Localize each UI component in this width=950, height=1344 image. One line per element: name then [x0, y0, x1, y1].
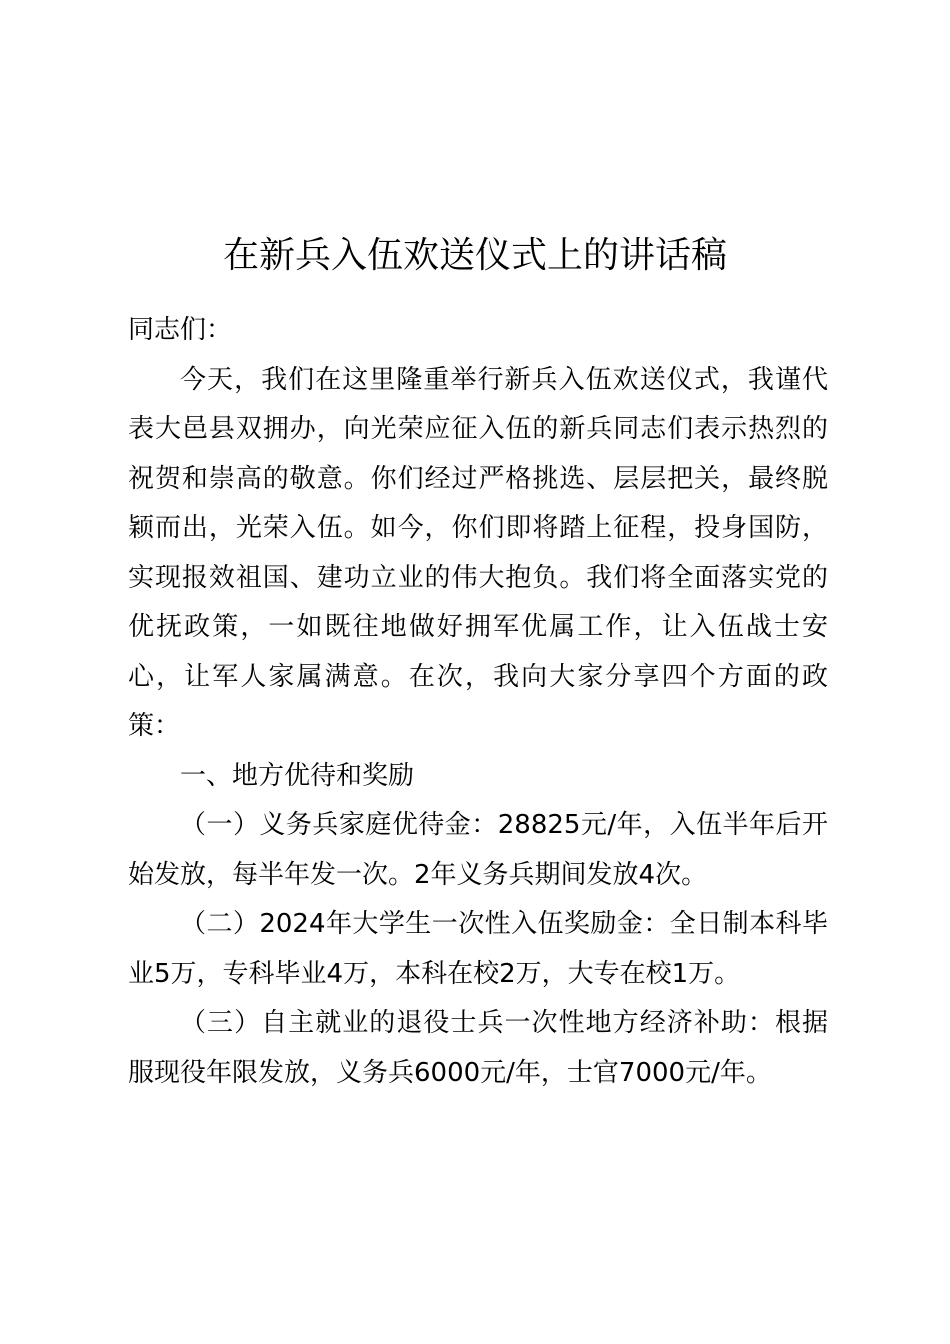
paragraph-item-3: （三）自主就业的退役士兵一次性地方经济补助：根据服现役年限发放，义务兵6000元/年，士官7000元/年。 [128, 1008, 828, 1088]
paragraph-item-2: （二）2024年大学生一次性入伍奖励金：全日制本科毕业5万，专科毕业4万，本科在校2万，大专在校1万。 [128, 909, 828, 989]
paragraph-intro: 今天，我们在这里隆重举行新兵入伍欢送仪式，我谨代表大邑县双拥办，向光荣应征入伍的新兵同志们表示热烈的祝贺和崇高的敬意。你们经过严格挑选、层层把关，最终脱颖而出，光荣入伍。如今，你们即将踏上征程，投身国防，实现报效祖国、建功立业的伟大抱负。我们将全面落实党的优抚政策，一如既往地做好拥军优属工作，让入伍战士安心，让军人家属满意。在次，我向大家分享四个方面的政策： [128, 364, 828, 741]
paragraph-item-1: （一）义务兵家庭优待金：28825元/年，入伍半年后开始发放，每半年发一次。2年义务兵期间发放4次。 [128, 810, 828, 890]
salutation: 同志们： [128, 315, 233, 345]
document-title: 在新兵入伍欢送仪式上的讲话稿 [222, 235, 727, 276]
section-heading: 一、地方优待和奖励 [180, 760, 415, 791]
document-body [128, 306, 828, 1098]
